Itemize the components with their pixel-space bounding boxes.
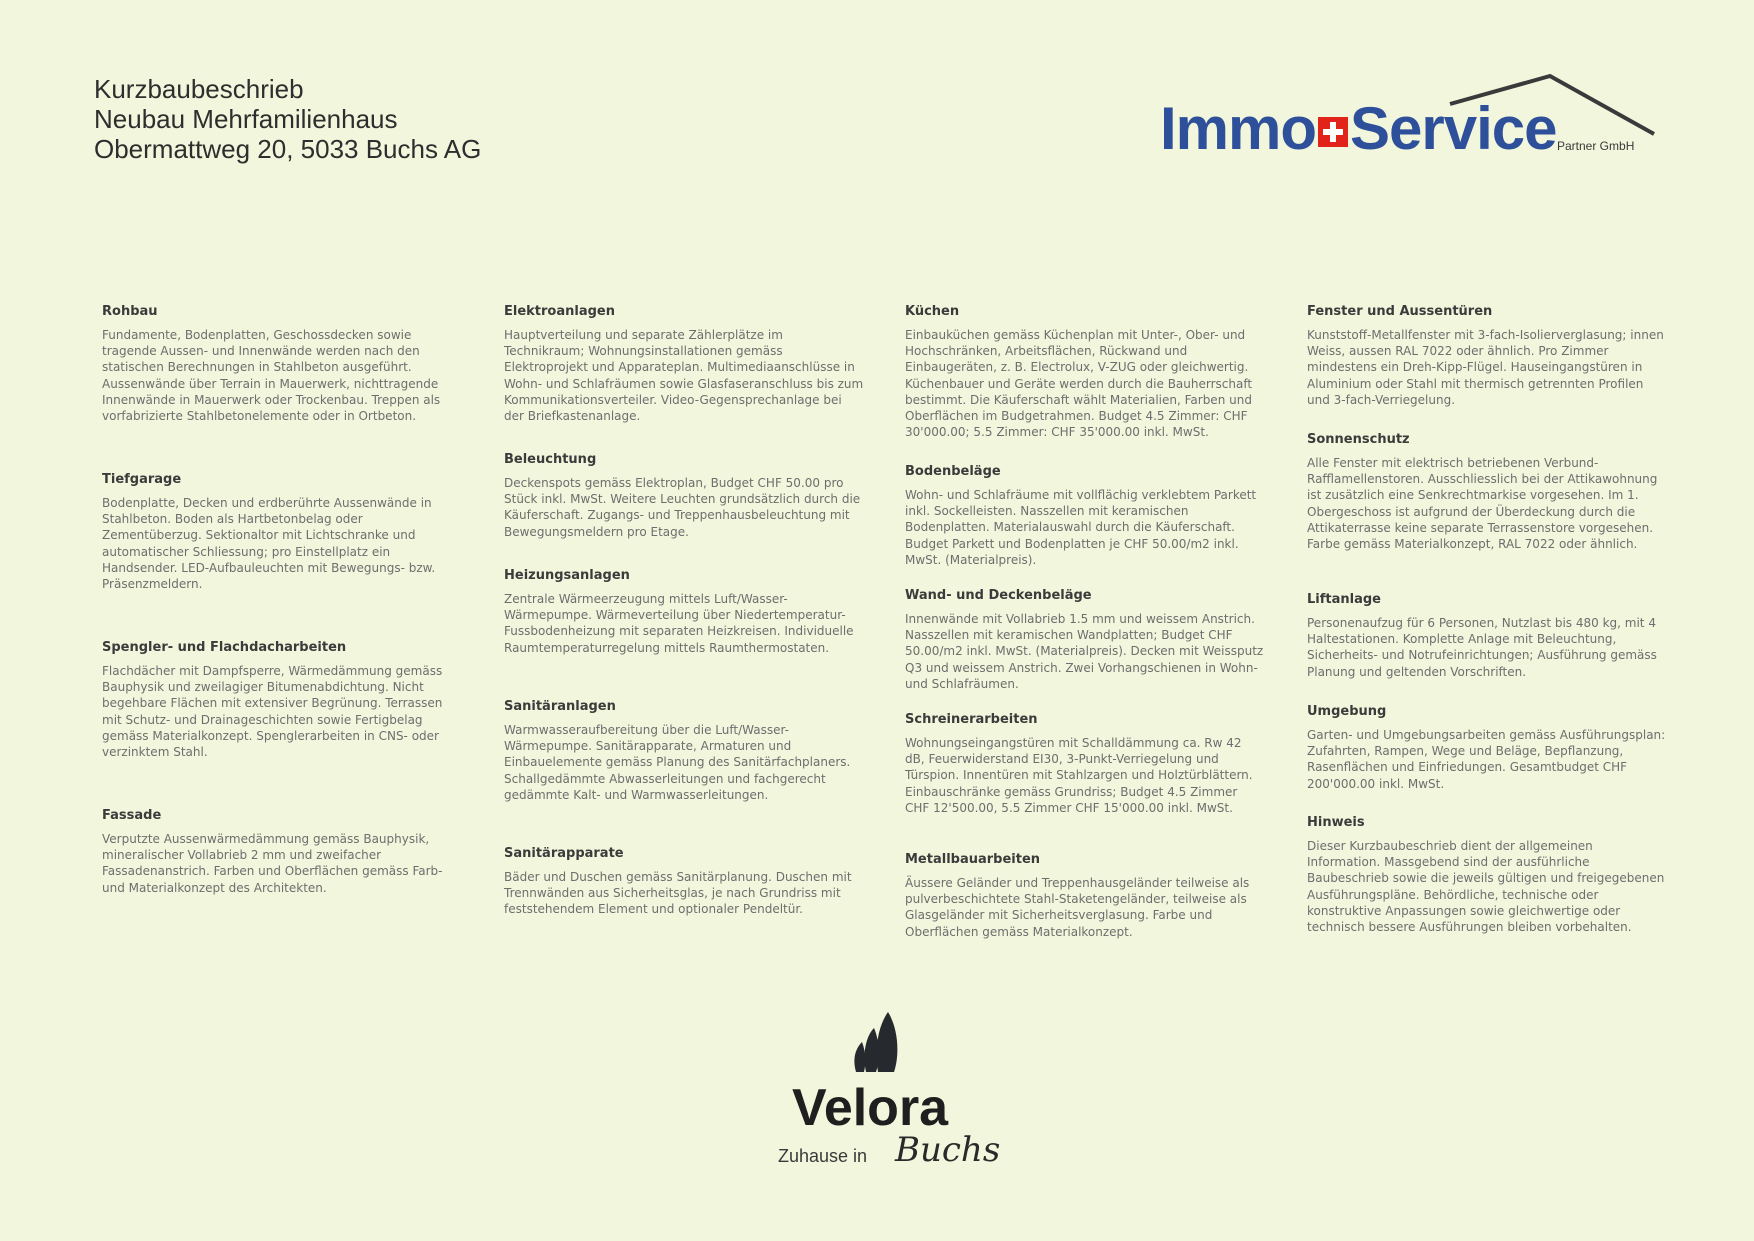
section-sanitaeranlagen: [504, 698, 864, 803]
section-metallbauarbeiten: [905, 851, 1265, 940]
section-text: Flachdächer mit Dampfsperre, Wärmedämmung gemäss Bauphysik und zweilagiger Bitumenabdichtung. Nicht begehbare Flächen mit extensiver Begrünung. Terrassen mit Schutz- und Drainageschichten sowie Fertigbelag gemäss Materialkonzept. Spenglerarbeiten in CNS- oder verzinktem Stahl.: [102, 664, 443, 760]
section-title: Metallbauarbeiten: [905, 852, 1041, 867]
section-sanitaerapparate: [504, 845, 864, 918]
section-text: Hauptverteilung und separate Zählerplätze im Technikraum; Wohnungsinstallationen gemäss Elektroprojekt und Apparateplan. Multimediaanschlüsse in Wohn- und Schlafräumen sowie Glasfaseranschluss bis zum Kommunikationsverteiler. Video-Gegensprechanlage bei der Briefkastenanlage.: [504, 328, 864, 424]
section-text: Wohnungseingangstüren mit Schalldämmung ca. Rw 42 dB, Feuerwiderstand EI30, 3-Punkt-Verriegelung und Türspion. Innentüren mit Stahlzargen und Holztürblättern. Einbauschränke gemäss Grundriss; Budget 4.5 Zimmer CHF 12'500.00, 5.5 Zimmer CHF 15'000.00 inkl. MwSt.: [905, 736, 1253, 815]
section-schreinerarbeiten: [905, 711, 1265, 816]
logo-word-immo: Immo: [1160, 95, 1317, 162]
section-tiefgarage: [102, 471, 462, 592]
section-title: Beleuchtung: [504, 452, 597, 467]
velora-script: Buchs: [895, 1130, 1001, 1170]
section-text: Fundamente, Bodenplatten, Geschossdecken sowie tragende Aussen- und Innenwände werden nach den statischen Berechnungen in Stahlbeton ausgeführt. Aussenwände über Terrain in Mauerwerk, nichttragende Innenwände in Mauerwerk oder Trockenbau. Treppen als vorfabrizierte Stahlbetonelemente oder in Ortbeton.: [102, 328, 441, 424]
section-title: Tiefgarage: [102, 472, 182, 487]
section-text: Garten- und Umgebungsarbeiten gemäss Ausführungsplan: Zufahrten, Rampen, Wege und Beläge, Bepflanzung, Rasenflächen und Einfriedungen. Gesamtbudget CHF 200'000.00 inkl. MwSt.: [1307, 728, 1666, 791]
velora-logo: [778, 1010, 1001, 1180]
section-fassade: [102, 807, 462, 896]
section-title: Fassade: [102, 808, 162, 823]
section-spengler: [102, 639, 462, 760]
immo-service-logo: [1150, 70, 1660, 170]
section-text: Wohn- und Schlafräume mit vollflächig verklebtem Parkett inkl. Sockelleisten. Nasszellen mit keramischen Bodenplatten. Materialauswahl durch die Käuferschaft. Budget Parkett und Bodenplatten je CHF 50.00/m2 inkl. MwSt. (Materialpreis).: [905, 488, 1257, 567]
swiss-cross-icon: [1318, 117, 1348, 147]
section-wand-deckenbelaege: [905, 587, 1265, 692]
section-text: Bäder und Duschen gemäss Sanitärplanung. Duschen mit Trennwänden aus Sicherheitsglas, je nach Grundriss mit feststehendem Element und optionaler Pendeltür.: [504, 870, 852, 917]
section-title: Küchen: [905, 304, 960, 319]
section-hinweis: [1307, 814, 1667, 935]
section-liftanlage: [1307, 591, 1667, 680]
section-heizungsanlagen: [504, 567, 864, 656]
section-text: Äussere Geländer und Treppenhausgeländer teilweise als pulverbeschichtete Stahl-Staketengeländer, teilweise als Glasgeländer mit Sicherheitsverglasung. Farbe und Oberflächen gemäss Materialkonzept.: [905, 876, 1250, 939]
section-title: Spengler- und Flachdacharbeiten: [102, 640, 347, 655]
section-title: Hinweis: [1307, 815, 1365, 830]
header-address: Obermattweg 20, 5033 Buchs AG: [94, 134, 482, 164]
section-title: Bodenbeläge: [905, 464, 1001, 479]
section-text: Verputzte Aussenwärmedämmung gemäss Bauphysik, mineralischer Vollabrieb 2 mm und zweifacher Fassadenanstrich. Farben und Oberflächen gemäss Farb- und Materialkonzept des Architekten.: [102, 832, 443, 895]
section-title: Rohbau: [102, 304, 158, 319]
section-title: Wand- und Deckenbeläge: [905, 588, 1092, 603]
leaf-mark-icon: [852, 1010, 904, 1074]
section-title: Sonnenschutz: [1307, 432, 1410, 447]
section-elektroanlagen: [504, 303, 864, 424]
section-text: Kunststoff-Metallfenster mit 3-fach-Isolierverglasung; innen Weiss, aussen RAL 7022 oder ähnlich. Pro Zimmer mindestens ein Dreh-Kipp-Flügel. Hauseingangstüren in Aluminium oder Stahl mit thermisch getrennten Profilen und 3-fach-Verriegelung.: [1307, 328, 1664, 407]
section-text: Deckenspots gemäss Elektroplan, Budget CHF 50.00 pro Stück inkl. MwSt. Weitere Leuchten grundsätzlich durch die Käuferschaft. Zugangs- und Treppenhausbeleuchtung mit Bewegungsmeldern pro Etage.: [504, 476, 861, 539]
section-title: Liftanlage: [1307, 592, 1381, 607]
header-project: Neubau Mehrfamilienhaus: [94, 104, 398, 134]
section-text: Dieser Kurzbaubeschrieb dient der allgemeinen Information. Massgebend sind der ausführliche Baubeschrieb sowie die jeweils gültigen und freigegebenen Ausführungspläne. Behördliche, technische oder konstruktive Anpassungen sowie gleichwertige oder technisch bessere Ausführungen bleiben vorbehalten.: [1307, 839, 1665, 935]
section-kuechen: [905, 303, 1265, 440]
velora-wordmark: Velora: [792, 1079, 949, 1137]
section-text: Alle Fenster mit elektrisch betriebenen Verbund-Rafflamellenstoren. Ausschliesslich bei der Attikawohnung ist zusätzlich eine Senkrechtmarkise vorgesehen. Im 1. Obergeschoss ist aufgrund der Überdeckung durch die Attikaterrasse keine separate Terrassenstore vorgesehen. Farbe gemäss Materialkonzept, RAL 7022 oder ähnlich.: [1307, 456, 1658, 552]
header-doc-type: Kurzbaubeschrieb: [94, 74, 304, 104]
logo-suffix: Partner GmbH: [1557, 139, 1635, 153]
section-text: Innenwände mit Vollabrieb 1.5 mm und weissem Anstrich. Nasszellen mit keramischen Wandplatten; Budget CHF 50.00/m2 inkl. MwSt. (Materialpreis). Decken mit Weissputz Q3 und weissem Anstrich. Zwei Vorhangschienen in Wohn- und Schlafräumen.: [905, 612, 1264, 691]
section-title: Elektroanlagen: [504, 304, 615, 319]
logo-wordmark: [1160, 94, 1557, 163]
velora-tagline: Zuhause in: [778, 1146, 868, 1166]
section-title: Schreinerarbeiten: [905, 712, 1038, 727]
logo-word-service: Service: [1350, 95, 1557, 162]
section-title: Fenster und Aussentüren: [1307, 304, 1493, 319]
section-rohbau: [102, 303, 462, 424]
section-beleuchtung: [504, 451, 864, 540]
section-text: Zentrale Wärmeerzeugung mittels Luft/Wasser-Wärmepumpe. Wärmeverteilung über Niedertemperatur-Fussbodenheizung mit separaten Heizkreisen. Individuelle Raumtemperaturregelung mittels Raumthermostaten.: [504, 592, 854, 655]
section-title: Heizungsanlagen: [504, 568, 630, 583]
section-text: Warmwasseraufbereitung über die Luft/Wasser-Wärmepumpe. Sanitärapparate, Armaturen und Einbauelemente gemäss Planung des Sanitärfachplaners. Schallgedämmte Abwasserleitungen und fachgerecht gedämmte Kalt- und Warmwasserleitungen.: [504, 723, 851, 802]
section-title: Umgebung: [1307, 704, 1387, 719]
section-fenster: [1307, 303, 1667, 408]
section-umgebung: [1307, 703, 1667, 792]
section-title: Sanitärapparate: [504, 846, 624, 861]
document-header: [94, 74, 481, 164]
section-sonnenschutz: [1307, 431, 1667, 552]
section-text: Personenaufzug für 6 Personen, Nutzlast bis 480 kg, mit 4 Haltestationen. Komplette Anlage mit Beleuchtung, Sicherheits- und Notrufeinrichtungen; Ausführung gemäss Planung und geltenden Vorschriften.: [1307, 616, 1657, 679]
section-text: Einbauküchen gemäss Küchenplan mit Unter-, Ober- und Hochschränken, Arbeitsflächen, Rückwand und Einbaugeräten, z. B. Electrolux, V-ZUG oder gleichwertig. Küchenbauer und Geräte werden durch die Bauherrschaft bestimmt. Die Käuferschaft wählt Materialien, Farben und Oberflächen im Budgetrahmen. Budget 4.5 Zimmer: CHF 30'000.00; 5.5 Zimmer: CHF 35'000.00 inkl. MwSt.: [905, 328, 1253, 440]
section-bodenbelaege: [905, 463, 1265, 568]
section-text: Bodenplatte, Decken und erdberührte Aussenwände in Stahlbeton. Boden als Hartbetonbelag oder Zementüberzug. Sektionaltor mit Lichtschranke und automatischer Schliessung; pro Einstellplatz ein Handsender. LED-Aufbauleuchten mit Bewegungs- bzw. Präsenzmeldern.: [102, 496, 436, 592]
section-title: Sanitäranlagen: [504, 699, 616, 714]
